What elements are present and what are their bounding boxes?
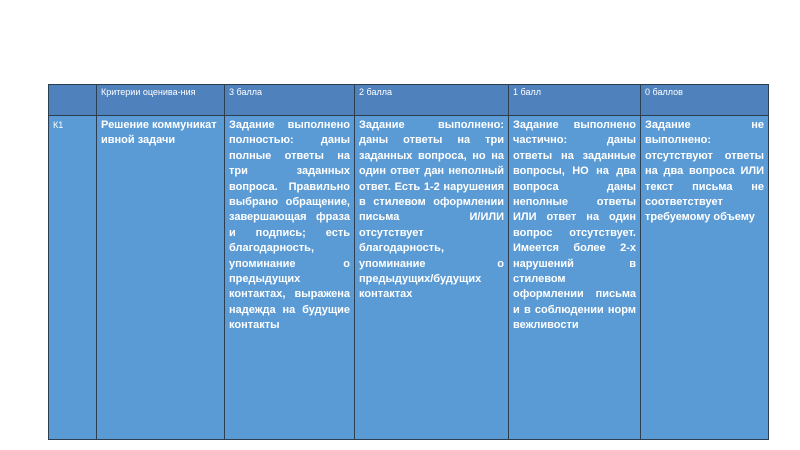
- header-score-0-cell: 0 баллов: [641, 85, 769, 116]
- row-score-2-cell: Задание выполнено: даны ответы на три заданных вопроса, но на один ответ дан неполный ответ. Есть 1-2 нарушения в стилевом оформлении письма И/ИЛИ отсутствует благодарность, упоминание о предыдущих/будущих контактах: [355, 116, 509, 440]
- row-score-0-cell: Задание не выполнено: отсутствуют ответы на два вопроса ИЛИ текст письма не соответствует требуемому объему: [641, 116, 769, 440]
- row-score-1-cell: Задание выполнено частично: даны ответы на заданные вопросы, НО на два вопроса даны неполные ответы ИЛИ ответ на один вопрос отсутствует. Имеется более 2-х нарушений в стилевом оформлении письма и в соблюдении норм вежливости: [509, 116, 641, 440]
- row-id-cell: К1: [49, 116, 97, 440]
- header-id-cell: [49, 85, 97, 116]
- header-criteria-cell: Критерии оценива-ния: [97, 85, 225, 116]
- row-score-3-cell: Задание выполнено полностью: даны полные ответы на три заданных вопроса. Правильно выбрано обращение, завершающая фраза и подпись; есть благодарность, упоминание о предыдущих контактах, выражена надежда на будущие контакты: [225, 116, 355, 440]
- table-row-k1: [49, 116, 769, 440]
- rubric-table: [48, 84, 769, 440]
- row-criteria-cell: Решение коммуникативной задачи: [97, 116, 225, 440]
- header-score-3-cell: 3 балла: [225, 85, 355, 116]
- header-score-2-cell: 2 балла: [355, 85, 509, 116]
- header-score-1-cell: 1 балл: [509, 85, 641, 116]
- table-header-row: [49, 85, 769, 116]
